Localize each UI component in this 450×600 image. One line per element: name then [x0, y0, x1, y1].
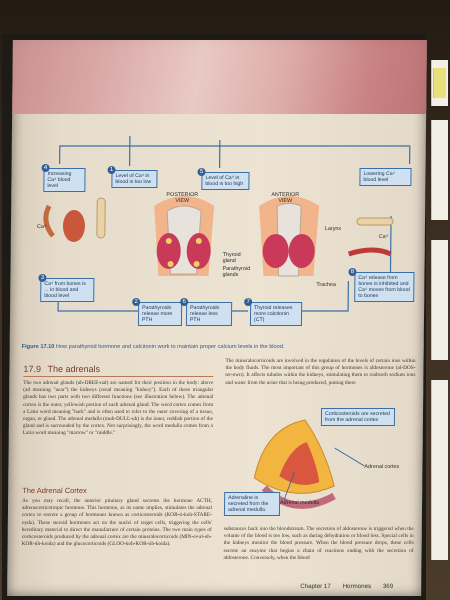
right-column-bottom — [223, 526, 413, 562]
lowering-ca-box: Lowering Ca⁴ blood level — [359, 168, 411, 186]
adrenal-cortex-subheading: The Adrenal Cortex — [22, 486, 87, 495]
page-footer — [290, 583, 393, 590]
step-number: 8 — [348, 268, 356, 276]
page-number: 369 — [382, 583, 394, 590]
release-inhibited-box: Ca⁴ release from bones is inhibited and Ca⁴ moves from blood to bones — [354, 272, 414, 302]
parathyroids-less-box: Parathyroids release less PTH — [186, 302, 232, 326]
ca-from-bones-box: Ca⁴ from bones is ... in blood and blood level — [40, 278, 94, 302]
page-tab — [431, 120, 448, 220]
kidney-icon — [63, 210, 85, 242]
larynx-label: Larynx — [324, 226, 342, 232]
bone-left-icon — [97, 198, 105, 238]
trachea-label: Trachea — [316, 282, 336, 288]
page-tab — [431, 240, 448, 360]
thyroid-releases-box: Thyroid releases more calcitonin (CT) — [250, 302, 302, 326]
adrenal-cortex-label: Adrenal cortex — [364, 464, 400, 470]
level-low-box: Level of Ca⁴ in blood is too low — [111, 170, 157, 188]
ca-right-label: Ca⁴ — [378, 234, 389, 240]
step-number: 1 — [108, 166, 116, 174]
step-number: 7 — [244, 298, 252, 306]
step-number: 3 — [38, 274, 46, 282]
corticosteroids-callout: Corticosteroids are secreted from the adrenal cortex — [321, 408, 395, 426]
parathyroid-glands-label: Parathyroid glands — [222, 266, 251, 278]
left-column-body — [22, 498, 213, 548]
figure-number: Figure 17.10 — [21, 344, 55, 350]
step-number: 5 — [197, 168, 205, 176]
chapter-number: Chapter 17 — [300, 583, 331, 590]
page-edge-tabs — [420, 60, 448, 580]
book-page — [7, 40, 427, 596]
adrenal-gland-figure — [224, 408, 415, 522]
aldosterone-paragraph: substances back into the bloodstream. The secretion of aldosterone is triggered when the volume of the blood is too low, such as during dehydration or blood loss. Special cells in the kidneys monitor the blood pressure. When the blood pressure drops, these cells secrete an enzyme that begins a chain of reactions ending with the secretion of aldosterone. Conversely, when the blood — [223, 526, 414, 561]
increasing-ca-box: Increasing Ca⁴ blood level — [43, 168, 85, 192]
level-high-box: Level of Ca⁴ in blood is too high — [201, 172, 249, 190]
adrenal-medulla-label: Adrenal medulla — [280, 500, 320, 506]
step-number: 2 — [132, 298, 140, 306]
step-number: 4 — [42, 164, 50, 172]
sticky-note-tab — [433, 68, 446, 98]
thyroid-gland-label: Thyroid gland — [222, 252, 241, 264]
section-number: 17.9 — [23, 364, 42, 374]
figure-caption-text: How parathyroid hormone and calcitonin work to maintain proper calcium levels in the blood. — [55, 344, 285, 350]
ca-left-label: Ca⁴ — [36, 224, 47, 230]
posterior-view-label: POSTERIOR VIEW — [166, 192, 199, 204]
intestine-icon — [46, 206, 54, 236]
figure-caption — [22, 344, 285, 350]
page-tab — [431, 380, 448, 560]
calcium-regulation-figure — [18, 106, 420, 338]
body-paragraph: As you may recall, the anterior pituitary gland secretes the hormone ACTH, adrenocorticotropic hormone. This hormone, as its name implies, stimulates the adrenal cortex to secrete a group of hormones known as corticosteroids (KOR-ti-koh-STARE-oydz). These steroid hormones act on the nuclei of target cells, triggering the cells' hereditary material to direct the manufacture of certain proteins. The two main types of corticosteroids produced by the adrenal cortex are the mineralocorticoids (MIN-er-al-oh-KOR-tih-koidz) and the glucocorticoids (GLOO-koh-KOR-tih-koidz). — [21, 498, 213, 548]
chapter-title: Hormones — [342, 583, 372, 590]
bone-right-icon — [357, 218, 393, 225]
section-heading — [23, 364, 100, 374]
intro-paragraph: The two adrenal glands (ah-DREE-nal) are named for their position in the body: above (ad meaning "near") the kidneys (renal meaning "kidney"). Each of these triangular glands has two parts with two different functions (see illustration below). The adrenal cortex is the outer, yellowish portion of each adrenal gland. The word cortex comes from a Latin word meaning "bark" and is often used to refer to the outer covering of a tissue, organ, or gland. The adrenal medulla (muh-DULL-uh) is the inner, reddish portion of the gland and is surrounded by the cortex. Not surprisingly, the word medulla comes from a Latin word meaning "marrow" or "middle." — [22, 380, 214, 437]
blood-vessel-icon — [349, 250, 391, 254]
left-column — [23, 380, 214, 438]
decorative-banner — [12, 40, 427, 114]
mineralocorticoids-paragraph: The mineralocorticoids are involved in the regulation of the levels of certain ions within the body fluids. The most important of this group of hormones is aldosterone (al-DOS-ter-own). It affects tubules within the kidneys, stimulating them to reabsorb sodium ions and water from the urine that is being produced, putting these — [225, 358, 416, 386]
adrenaline-callout: Adrenaline is secreted from the adrenal medulla — [224, 492, 280, 516]
step-number: 6 — [180, 298, 188, 306]
section-divider — [23, 376, 213, 377]
anterior-view-label: ANTERIOR VIEW — [271, 192, 300, 204]
parathyroids-more-box: Parathyroids release more PTH — [138, 302, 182, 326]
section-title: The adrenals — [47, 364, 101, 374]
right-column-top — [225, 358, 415, 387]
